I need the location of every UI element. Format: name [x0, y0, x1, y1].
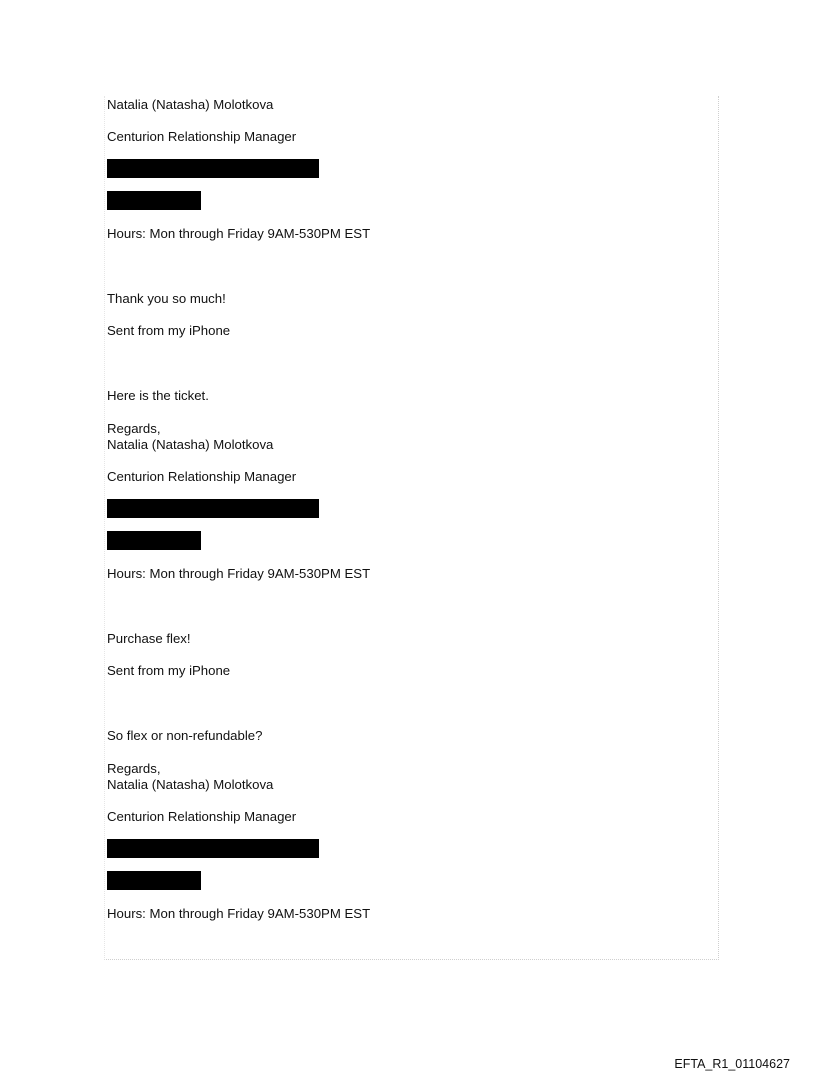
redaction-bar: [107, 839, 319, 858]
message-text: Here is the ticket.: [107, 388, 209, 403]
redaction-bar: [107, 499, 319, 518]
signature-name: Natalia (Natasha) Molotkova: [107, 777, 274, 792]
message-text: Purchase flex!: [107, 631, 191, 646]
redaction-bar: [107, 159, 319, 178]
sent-from-text: Sent from my iPhone: [107, 323, 231, 338]
document-id: EFTA_R1_01104627: [674, 1057, 790, 1071]
regards-text: Regards,: [107, 421, 161, 436]
signature-name: Natalia (Natasha) Molotkova: [107, 437, 274, 452]
redaction-bar: [107, 531, 201, 550]
regards-text: Regards,: [107, 761, 161, 776]
message-text: Thank you so much!: [107, 291, 226, 306]
signature-hours: Hours: Mon through Friday 9AM-530PM EST: [107, 906, 371, 921]
signature-name: Natalia (Natasha) Molotkova: [107, 97, 274, 112]
signature-title: Centurion Relationship Manager: [107, 129, 297, 144]
signature-title: Centurion Relationship Manager: [107, 469, 297, 484]
redaction-bar: [107, 191, 201, 210]
redaction-bar: [107, 871, 201, 890]
signature-hours: Hours: Mon through Friday 9AM-530PM EST: [107, 226, 371, 241]
sent-from-text: Sent from my iPhone: [107, 663, 231, 678]
signature-title: Centurion Relationship Manager: [107, 809, 297, 824]
message-text: So flex or non-refundable?: [107, 728, 263, 743]
signature-hours: Hours: Mon through Friday 9AM-530PM EST: [107, 566, 371, 581]
